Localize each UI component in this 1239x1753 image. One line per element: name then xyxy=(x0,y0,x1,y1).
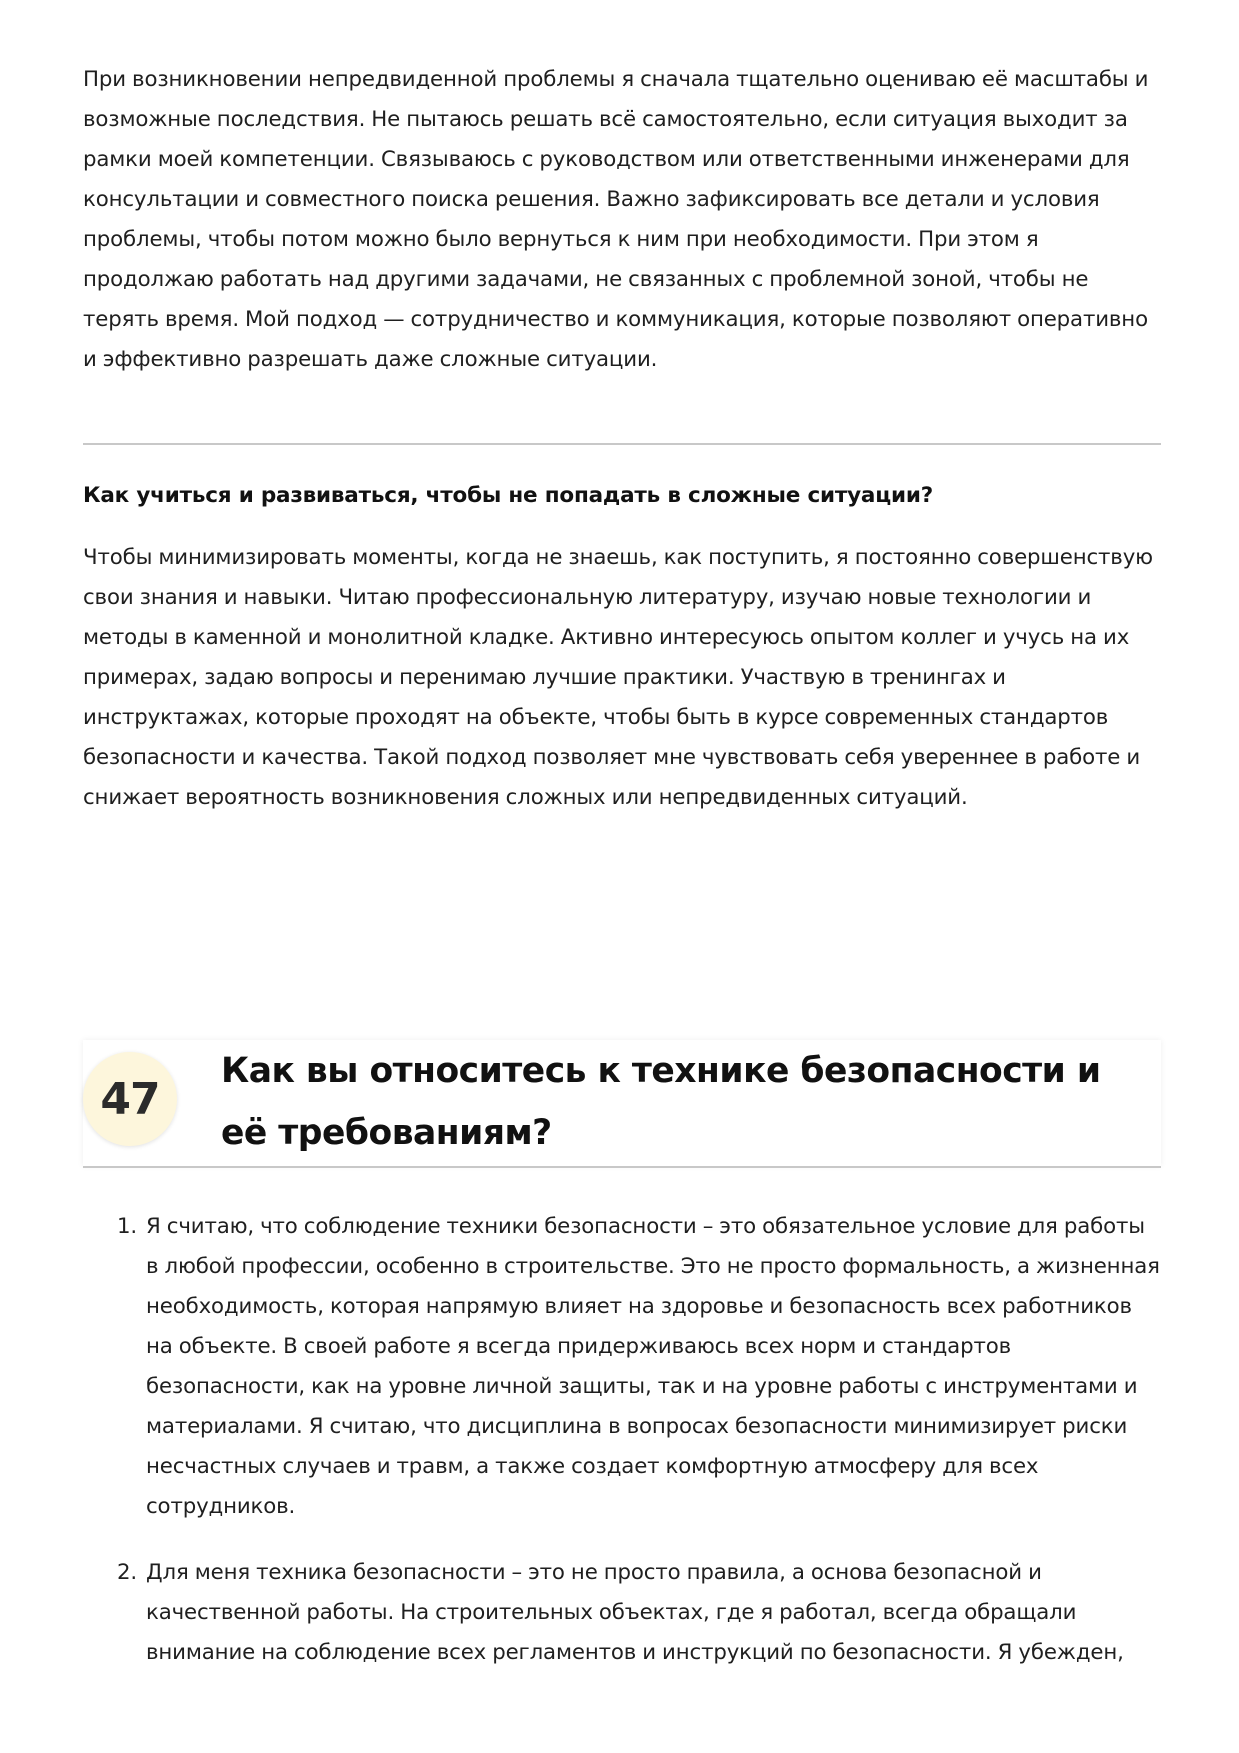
subsection-paragraph: Чтобы минимизировать моменты, когда не знаешь, как поступить, я постоянно совершенствую свои знания и навыки. Читаю профессиональную литературу, изучаю новые технологии и методы в каменной и монолитной кладке. Активно интересуюсь опытом коллег и учусь на их примерах, задаю вопросы и перенимаю лучшие практики. Участвую в тренингах и инструктажах, которые проходят на объекте, чтобы быть в курсе современных стандартов безопасности и качества. Такой подход позволяет мне чувствовать себя увереннее в работе и снижает вероятность возникновения сложных или непредвиденных ситуаций. xyxy=(83,545,1153,810)
question-divider xyxy=(83,1166,1161,1168)
subsection-heading: Как учиться и развиваться, чтобы не попадать в сложные ситуации? xyxy=(83,483,933,508)
question-number-badge: 47 xyxy=(83,1052,177,1146)
answer-number: 2. xyxy=(117,1560,138,1585)
answer-text: Для меня техника безопасности – это не просто правила, а основа безопасной и качественной работы. На строительных объектах, где я работал, всегда обращали внимание на соблюдение всех регламентов и инструкций по безопасности. Я убежден, xyxy=(146,1560,1124,1665)
answer-list xyxy=(83,1207,1161,1699)
answer-item xyxy=(83,1553,1161,1673)
question-header xyxy=(83,1040,1161,1166)
answer-text: Я считаю, что соблюдение техники безопасности – это обязательное условие для работы в любой профессии, особенно в строительстве. Это не просто формальность, а жизненная необходимость, которая напрямую влияет на здоровье и безопасность всех работников на объекте. В своей работе я всегда придерживаюсь всех норм и стандартов безопасности, как на уровне личной защиты, так и на уровне работы с инструментами и материалами. Я считаю, что дисциплина в вопросах безопасности минимизирует риски несчастных случаев и травм, а также создает комфортную атмосферу для всех сотрудников. xyxy=(146,1214,1160,1519)
question-title: Как вы относитесь к технике безопасности и её требованиям? xyxy=(221,1051,1101,1153)
intro-paragraph: При возникновении непредвиденной проблемы я сначала тщательно оцениваю её масштабы и возможные последствия. Не пытаюсь решать всё самостоятельно, если ситуация выходит за рамки моей компетенции. Связываюсь с руководством или ответственными инженерами для консультации и совместного поиска решения. Важно зафиксировать все детали и условия проблемы, чтобы потом можно было вернуться к ним при необходимости. При этом я продолжаю работать над другими задачами, не связанных с проблемной зоной, чтобы не терять время. Мой подход — сотрудничество и коммуникация, которые позволяют оперативно и эффективно разрешать даже сложные ситуации. xyxy=(83,67,1149,372)
answer-number: 1. xyxy=(117,1214,138,1239)
answer-item xyxy=(83,1207,1161,1527)
section-divider xyxy=(83,443,1161,445)
